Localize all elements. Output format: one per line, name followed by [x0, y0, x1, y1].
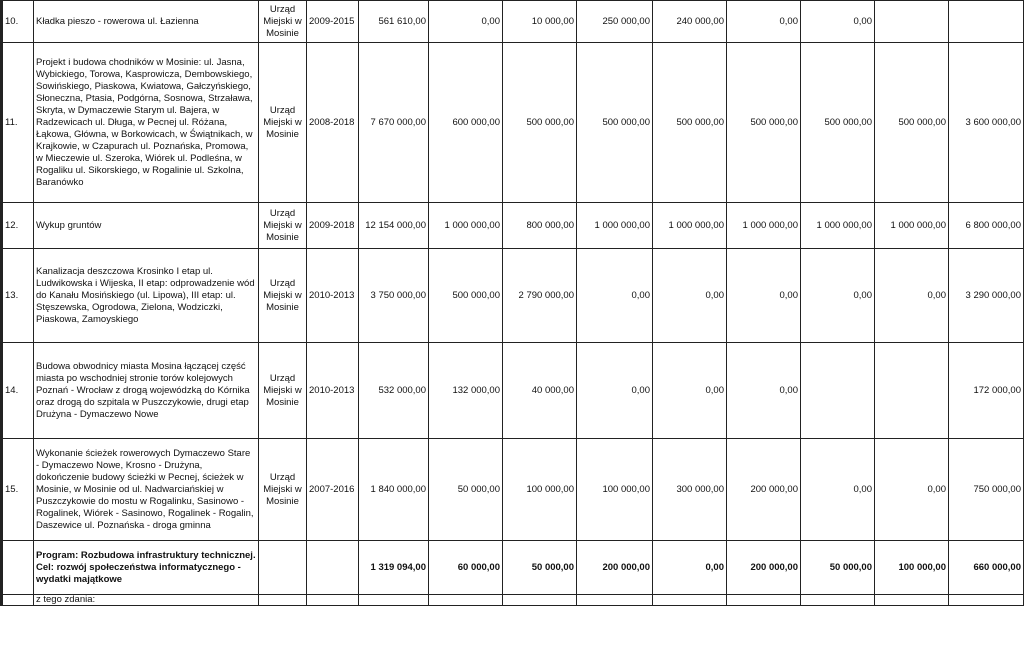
task-name: Kanalizacja deszczowa Krosinko I etap ul. Ludwikowska i Wijeska, II etap: odprowadzenie wód do Kanału Mosińskiego (ul. Lipowa), III etap: ul. Stęszewska, Ogrodowa, Zielona, Wodziczki, Piaskowa, Zamoyskiego [34, 249, 259, 343]
row-number: 13. [2, 249, 34, 343]
table-row [2, 439, 1024, 541]
program-amount-cell: 1 319 094,00 [359, 541, 429, 595]
amount-cell: 500 000,00 [503, 43, 577, 203]
row-number: 14. [2, 343, 34, 439]
subheading-label: z tego zdania: [34, 595, 259, 606]
amount-cell: 750 000,00 [949, 439, 1024, 541]
amount-cell: 1 000 000,00 [727, 203, 801, 249]
amount-cell: 500 000,00 [801, 43, 875, 203]
amount-cell: 0,00 [653, 249, 727, 343]
program-name: Program: Rozbudowa infrastruktury technicznej. Cel: rozwój społeczeństwa informatycznego - wydatki majątkowe [34, 541, 259, 595]
subheading-cell [429, 595, 503, 606]
amount-cell: 300 000,00 [653, 439, 727, 541]
subheading-cell [801, 595, 875, 606]
program-lp [2, 541, 34, 595]
period: 2009-2015 [307, 1, 359, 43]
amount-cell: 172 000,00 [949, 343, 1024, 439]
period: 2007-2016 [307, 439, 359, 541]
program-amount-cell: 50 000,00 [801, 541, 875, 595]
subheading-row [2, 595, 1024, 606]
amount-cell: 200 000,00 [727, 439, 801, 541]
amount-cell: 1 000 000,00 [653, 203, 727, 249]
amount-cell: 0,00 [577, 343, 653, 439]
subheading-cell [503, 595, 577, 606]
period: 2010-2013 [307, 343, 359, 439]
amount-cell: 1 000 000,00 [801, 203, 875, 249]
subheading-cell [949, 595, 1024, 606]
row-number: 11. [2, 43, 34, 203]
amount-cell: 1 840 000,00 [359, 439, 429, 541]
program-row [2, 541, 1024, 595]
subheading-cell [727, 595, 801, 606]
amount-cell: 3 290 000,00 [949, 249, 1024, 343]
amount-cell: 0,00 [429, 1, 503, 43]
responsible-unit: Urząd Miejski w Mosinie [259, 1, 307, 43]
amount-cell: 0,00 [875, 249, 949, 343]
amount-cell: 100 000,00 [503, 439, 577, 541]
amount-cell: 0,00 [653, 343, 727, 439]
amount-cell: 10 000,00 [503, 1, 577, 43]
amount-cell: 2 790 000,00 [503, 249, 577, 343]
subheading-cell [577, 595, 653, 606]
responsible-unit: Urząd Miejski w Mosinie [259, 343, 307, 439]
amount-cell: 50 000,00 [429, 439, 503, 541]
amount-cell: 0,00 [727, 343, 801, 439]
amount-cell: 0,00 [727, 1, 801, 43]
amount-cell: 250 000,00 [577, 1, 653, 43]
table-row [2, 343, 1024, 439]
subheading-cell [259, 595, 307, 606]
responsible-unit: Urząd Miejski w Mosinie [259, 439, 307, 541]
amount-cell: 500 000,00 [577, 43, 653, 203]
amount-cell: 0,00 [727, 249, 801, 343]
period: 2009-2018 [307, 203, 359, 249]
program-amount-cell: 200 000,00 [727, 541, 801, 595]
amount-cell: 1 000 000,00 [875, 203, 949, 249]
amount-cell: 600 000,00 [429, 43, 503, 203]
responsible-unit: Urząd Miejski w Mosinie [259, 43, 307, 203]
task-name: Wykonanie ścieżek rowerowych Dymaczewo Stare - Dymaczewo Nowe, Krosno - Drużyna, dokończenie budowy ścieżki w Pecnej, ścieżek w Mosinie, w Mosinie od ul. Nadwarciańskiej w Puszczykowie do mostu w Rogalinku, Sasinowo - Rogalinek, Wiórek - Sasinowo, Rogalinek - Rogalin, Daszewice ul. Poznańska - droga gminna [34, 439, 259, 541]
amount-cell: 6 800 000,00 [949, 203, 1024, 249]
program-amount-cell: 200 000,00 [577, 541, 653, 595]
amount-cell: 500 000,00 [653, 43, 727, 203]
task-name: Kładka pieszo - rowerowa ul. Łazienna [34, 1, 259, 43]
amount-cell: 40 000,00 [503, 343, 577, 439]
amount-cell: 532 000,00 [359, 343, 429, 439]
amount-cell: 1 000 000,00 [429, 203, 503, 249]
subheading-lp [2, 595, 34, 606]
task-name: Budowa obwodnicy miasta Mosina łączącej część miasta po wschodniej stronie torów kolejowych Poznań - Wrocław z drogą wojewódzką do Kórnika oraz drogą do szpitala w Puszczykowie, drugi etap Drużyna - Dymaczewo Nowe [34, 343, 259, 439]
program-amount-cell: 100 000,00 [875, 541, 949, 595]
subheading-cell [875, 595, 949, 606]
amount-cell: 7 670 000,00 [359, 43, 429, 203]
table-row [2, 203, 1024, 249]
row-number: 10. [2, 1, 34, 43]
amount-cell: 800 000,00 [503, 203, 577, 249]
amount-cell: 0,00 [577, 249, 653, 343]
table-body [2, 1, 1024, 606]
amount-cell: 12 154 000,00 [359, 203, 429, 249]
amount-cell: 240 000,00 [653, 1, 727, 43]
amount-cell: 100 000,00 [577, 439, 653, 541]
program-amount-cell: 660 000,00 [949, 541, 1024, 595]
table-row [2, 43, 1024, 203]
row-number: 12. [2, 203, 34, 249]
program-unit [259, 541, 307, 595]
table-row [2, 1, 1024, 43]
period: 2010-2013 [307, 249, 359, 343]
row-number: 15. [2, 439, 34, 541]
amount-cell [801, 343, 875, 439]
program-period [307, 541, 359, 595]
period: 2008-2018 [307, 43, 359, 203]
amount-cell: 500 000,00 [875, 43, 949, 203]
program-amount-cell: 50 000,00 [503, 541, 577, 595]
subheading-cell [359, 595, 429, 606]
amount-cell: 0,00 [801, 1, 875, 43]
program-amount-cell: 60 000,00 [429, 541, 503, 595]
amount-cell: 132 000,00 [429, 343, 503, 439]
amount-cell: 500 000,00 [429, 249, 503, 343]
amount-cell: 3 750 000,00 [359, 249, 429, 343]
task-name: Projekt i budowa chodników w Mosinie: ul. Jasna, Wybickiego, Torowa, Kasprowicza, Dembowskiego, Sowińskiego, Piaskowa, Kwiatowa, Gałczyńskiego, Słoneczna, Ptasia, Podgórna, Sosnowa, Strzaława, Skryta, w Dymaczewie Starym ul. Bajera, w Radzewicach ul. Długa, w Pecnej ul. Różana, Łąkowa, Główna, w Borkowicach, w Świątnikach, w Krajkowie, w Czapurach ul. Poznańska, Promowa, w Mieczewie ul. Szeroka, Wiórek ul. Podleśna, w Rogaliku ul. Sikorskiego, w Rogalinie ul. Szkolna, Baranówko [34, 43, 259, 203]
amount-cell: 0,00 [875, 439, 949, 541]
program-amount-cell: 0,00 [653, 541, 727, 595]
amount-cell: 500 000,00 [727, 43, 801, 203]
amount-cell: 3 600 000,00 [949, 43, 1024, 203]
amount-cell: 561 610,00 [359, 1, 429, 43]
responsible-unit: Urząd Miejski w Mosinie [259, 249, 307, 343]
amount-cell: 1 000 000,00 [577, 203, 653, 249]
responsible-unit: Urząd Miejski w Mosinie [259, 203, 307, 249]
amount-cell [875, 343, 949, 439]
amount-cell [875, 1, 949, 43]
subheading-cell [307, 595, 359, 606]
subheading-cell [653, 595, 727, 606]
amount-cell [949, 1, 1024, 43]
amount-cell: 0,00 [801, 249, 875, 343]
table-row [2, 249, 1024, 343]
task-name: Wykup gruntów [34, 203, 259, 249]
amount-cell: 0,00 [801, 439, 875, 541]
